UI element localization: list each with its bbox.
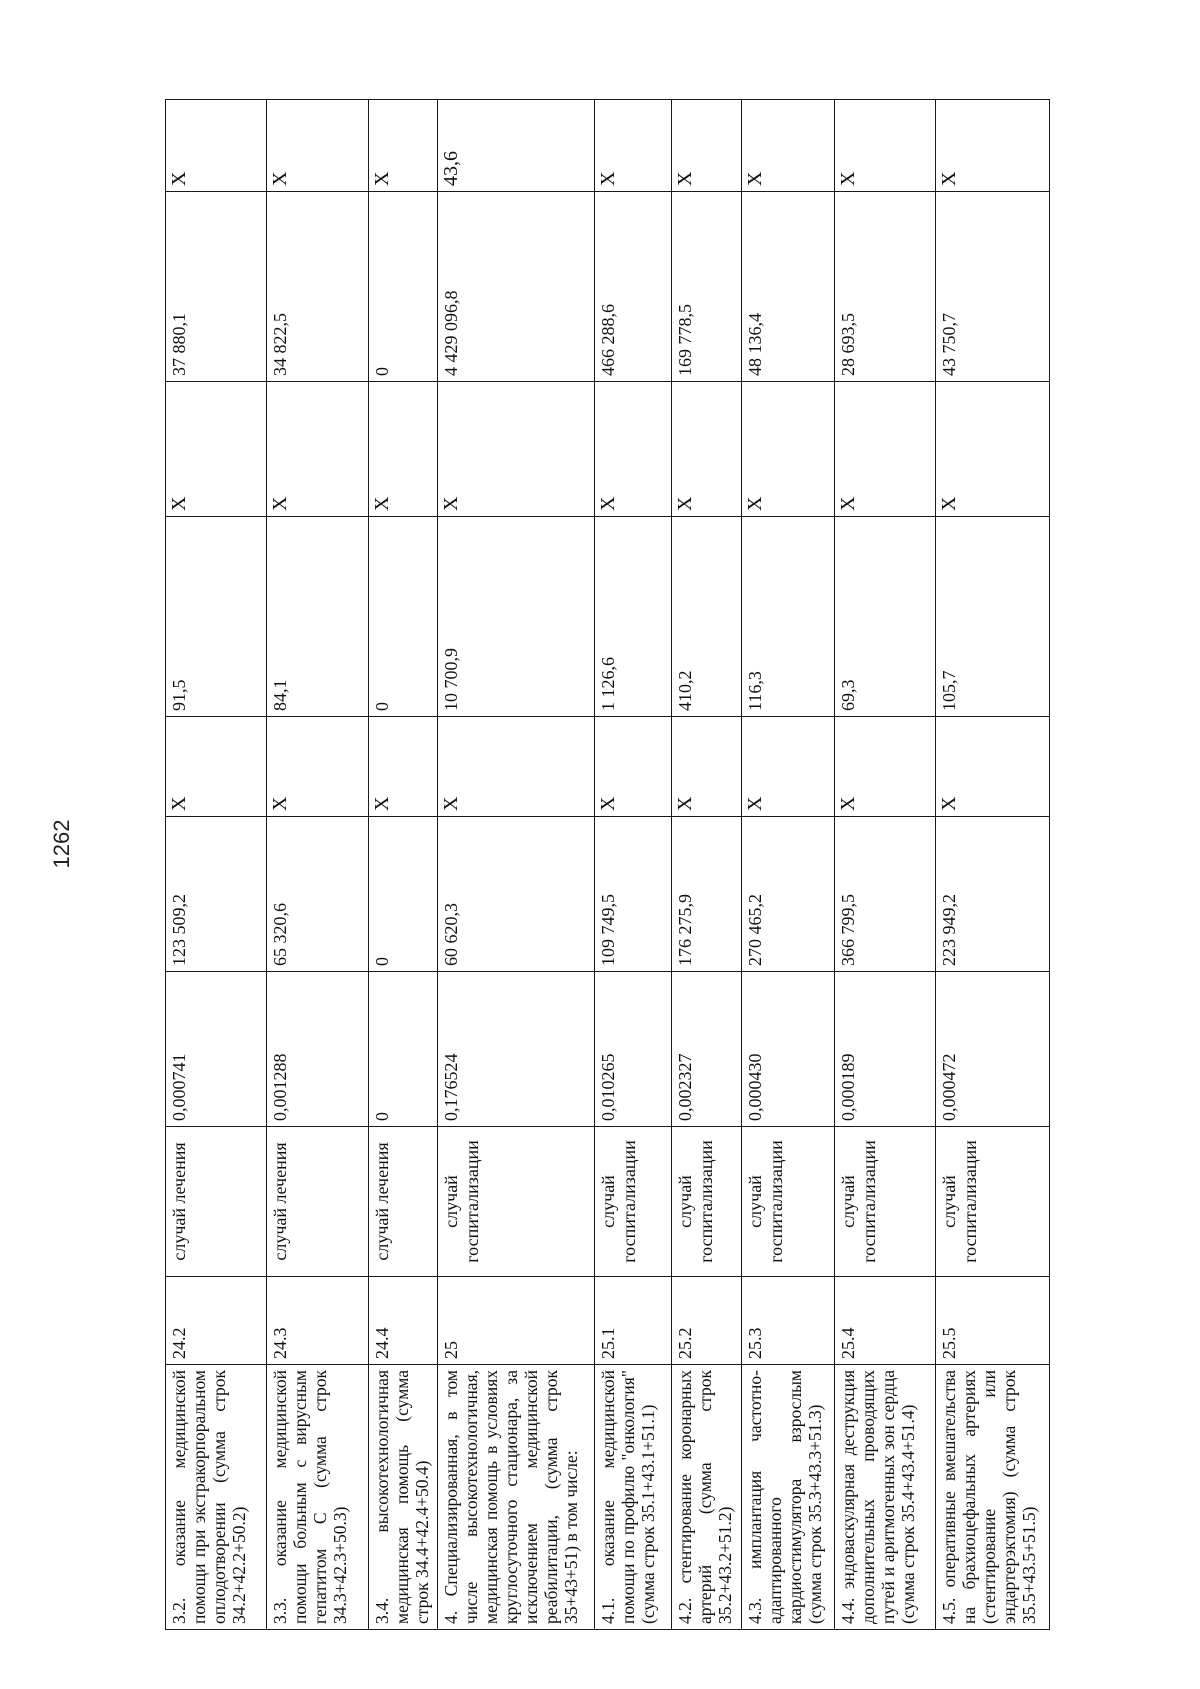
volume-norm: 0,000189 — [834, 972, 935, 1127]
marker-x: X — [595, 717, 672, 817]
volume-norm: 0,000472 — [936, 972, 1050, 1127]
volume-norm: 0,002327 — [671, 972, 741, 1127]
total-value: 28 693,5 — [834, 192, 935, 382]
marker-x: X — [267, 382, 368, 517]
total-value: 43 750,7 — [936, 192, 1050, 382]
marker-x: X — [368, 717, 437, 817]
share-value: 43,6 — [437, 100, 594, 192]
volume-norm: 0,000741 — [166, 972, 267, 1127]
row-description: 4. Специализированная, в том числе высокотехнологичная, медицинская помощь в условиях круглосуточного стационара, за исключением медицинской реабилитации, (сумма строк 35+43+51) в том числе: — [437, 1365, 594, 1630]
marker-x: X — [166, 717, 267, 817]
total-value: 169 778,5 — [671, 192, 741, 382]
cost-norm: 109 749,5 — [595, 817, 672, 972]
total-value: 466 288,6 — [595, 192, 672, 382]
row-code: 25.5 — [936, 1277, 1050, 1365]
share-value: X — [595, 100, 672, 192]
marker-x: X — [267, 717, 368, 817]
per-capita-value: 410,2 — [671, 517, 741, 717]
marker-x: X — [834, 382, 935, 517]
row-code: 25.1 — [595, 1277, 672, 1365]
per-capita-value: 84,1 — [267, 517, 368, 717]
volume-norm: 0,001288 — [267, 972, 368, 1127]
unit-of-measure: случай лечения — [166, 1127, 267, 1277]
marker-x: X — [368, 382, 437, 517]
total-value: 37 880,1 — [166, 192, 267, 382]
marker-x: X — [671, 717, 741, 817]
row-code: 25.4 — [834, 1277, 935, 1365]
marker-x: X — [437, 382, 594, 517]
share-value: X — [671, 100, 741, 192]
per-capita-value: 0 — [368, 517, 437, 717]
table-row — [741, 100, 834, 1630]
share-value: X — [834, 100, 935, 192]
row-description: 4.4. эндоваскулярная деструкция дополнительных проводящих путей и аритмогенных зон сердца (сумма строк 35.4+43.4+51.4) — [834, 1365, 935, 1630]
table-row — [368, 100, 437, 1630]
data-table — [165, 99, 1050, 1630]
marker-x: X — [741, 717, 834, 817]
table-row — [936, 100, 1050, 1630]
per-capita-value: 69,3 — [834, 517, 935, 717]
marker-x: X — [741, 382, 834, 517]
share-value: X — [368, 100, 437, 192]
row-description: 3.3. оказание медицинской помощи больным с вирусным гепатитом С (сумма строк 34.3+42.3+50.3) — [267, 1365, 368, 1630]
row-code: 25.2 — [671, 1277, 741, 1365]
per-capita-value: 10 700,9 — [437, 517, 594, 717]
total-value: 0 — [368, 192, 437, 382]
table-row — [671, 100, 741, 1630]
marker-x: X — [437, 717, 594, 817]
cost-norm: 176 275,9 — [671, 817, 741, 972]
unit-of-measure: случай лечения — [267, 1127, 368, 1277]
marker-x: X — [936, 382, 1050, 517]
per-capita-value: 116,3 — [741, 517, 834, 717]
page-number: 1262 — [49, 819, 74, 869]
unit-of-measure: случай госпитализации — [834, 1127, 935, 1277]
row-code: 25 — [437, 1277, 594, 1365]
total-value: 48 136,4 — [741, 192, 834, 382]
unit-of-measure: случай госпитализации — [936, 1127, 1050, 1277]
volume-norm: 0,010265 — [595, 972, 672, 1127]
row-description: 4.3. имплантация частотно-адаптированного кардиостимулятора взрослым (сумма строк 35.3+43.3+51.3) — [741, 1365, 834, 1630]
cost-norm: 123 509,2 — [166, 817, 267, 972]
unit-of-measure: случай лечения — [368, 1127, 437, 1277]
share-value: X — [166, 100, 267, 192]
cost-norm: 366 799,5 — [834, 817, 935, 972]
total-value: 4 429 096,8 — [437, 192, 594, 382]
unit-of-measure: случай госпитализации — [437, 1127, 594, 1277]
cost-norm: 223 949,2 — [936, 817, 1050, 972]
row-code: 24.4 — [368, 1277, 437, 1365]
marker-x: X — [936, 717, 1050, 817]
volume-norm: 0,000430 — [741, 972, 834, 1127]
marker-x: X — [671, 382, 741, 517]
per-capita-value: 91,5 — [166, 517, 267, 717]
cost-norm: 65 320,6 — [267, 817, 368, 972]
per-capita-value: 1 126,6 — [595, 517, 672, 717]
per-capita-value: 105,7 — [936, 517, 1050, 717]
volume-norm: 0,176524 — [437, 972, 594, 1127]
table-row — [166, 100, 267, 1630]
total-value: 34 822,5 — [267, 192, 368, 382]
share-value: X — [267, 100, 368, 192]
marker-x: X — [834, 717, 935, 817]
row-description: 3.4. высокотехнологичная медицинская помощь (сумма строк 34.4+42.4+50.4) — [368, 1365, 437, 1630]
table-row — [834, 100, 935, 1630]
row-code: 24.2 — [166, 1277, 267, 1365]
unit-of-measure: случай госпитализации — [741, 1127, 834, 1277]
volume-norm: 0 — [368, 972, 437, 1127]
share-value: X — [936, 100, 1050, 192]
row-code: 24.3 — [267, 1277, 368, 1365]
rotated-table-container — [165, 100, 1050, 1630]
row-description: 3.2. оказание медицинской помощи при экстракорпоральном оплодотворении (сумма строк 34.2+42.2+50.2) — [166, 1365, 267, 1630]
marker-x: X — [166, 382, 267, 517]
cost-norm: 0 — [368, 817, 437, 972]
unit-of-measure: случай госпитализации — [595, 1127, 672, 1277]
cost-norm: 60 620,3 — [437, 817, 594, 972]
share-value: X — [741, 100, 834, 192]
table-row — [595, 100, 672, 1630]
row-code: 25.3 — [741, 1277, 834, 1365]
unit-of-measure: случай госпитализации — [671, 1127, 741, 1277]
row-description: 4.2. стентирование коронарных артерий (сумма строк 35.2+43.2+51.2) — [671, 1365, 741, 1630]
row-description: 4.5. оперативные вмешательства на брахиоцефальных артериях (стентирование или эндартерэктомия) (сумма строк 35.5+43.5+51.5) — [936, 1365, 1050, 1630]
marker-x: X — [595, 382, 672, 517]
row-description: 4.1. оказание медицинской помощи по профилю "онкология" (сумма строк 35.1+43.1+51.1) — [595, 1365, 672, 1630]
table-row — [267, 100, 368, 1630]
cost-norm: 270 465,2 — [741, 817, 834, 972]
table-row — [437, 100, 594, 1630]
